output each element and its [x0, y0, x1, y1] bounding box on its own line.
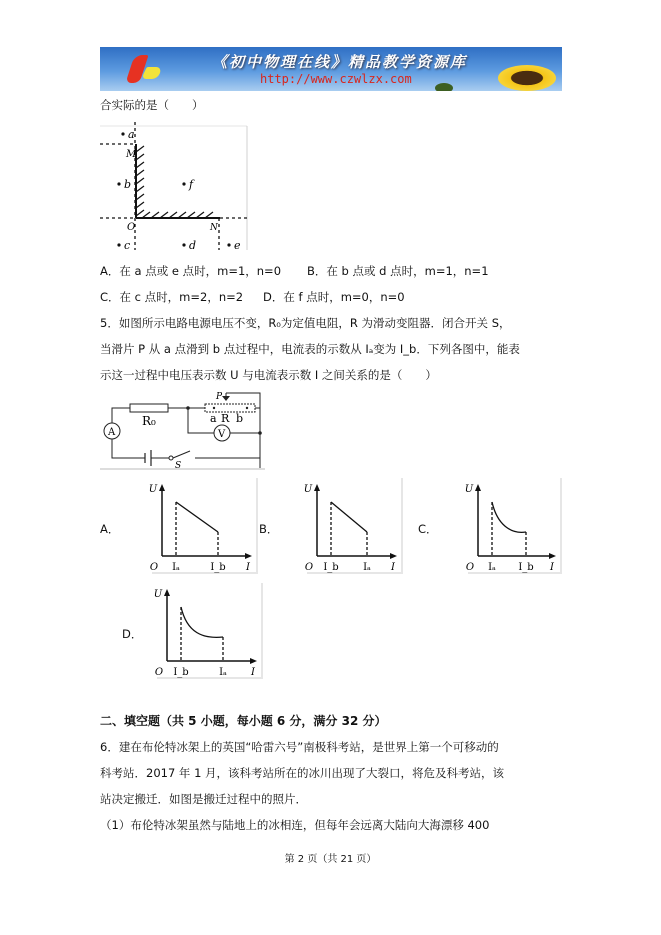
- x-tick-label: Iₐ: [219, 667, 227, 678]
- x-tick-label: I_b: [518, 562, 534, 573]
- x-tick-label: Iₐ: [172, 562, 180, 573]
- banner-url: http://www.czwlzx.com: [260, 72, 412, 86]
- u-i-line: [331, 502, 367, 532]
- graph-a: [140, 478, 258, 574]
- graph-d-option: D．: [122, 627, 143, 641]
- point-b-label: b: [236, 412, 244, 425]
- point-label: d: [189, 239, 197, 252]
- point-label: f: [189, 178, 194, 191]
- graph-c: [456, 478, 562, 574]
- i-axis-arrow-icon: [250, 658, 257, 664]
- u-axis-label: U: [303, 484, 313, 495]
- sunflower-decoration: [498, 65, 556, 91]
- origin-label: O: [304, 562, 314, 573]
- i-axis-label: I: [550, 562, 554, 573]
- section-heading: 二、填空题（共 5 小题，每小题 6 分，满分 32 分）: [100, 714, 387, 728]
- header-banner: [100, 47, 562, 91]
- origin-label: O: [465, 562, 475, 573]
- banner-title: 《初中物理在线》精品教学资源库: [212, 53, 468, 71]
- origin-label: O: [154, 667, 164, 678]
- i-axis-label: I: [391, 562, 395, 573]
- q4-option-c: C．在 c 点时，m=2，n=2: [100, 290, 244, 304]
- graph-b-option: B．: [259, 522, 279, 536]
- leaf-decoration: [435, 83, 453, 91]
- i-axis-label: I: [251, 667, 255, 678]
- q5-stem-line-1: 5．如图所示电路电源电压不变，R₀为定值电阻，R 为滑动变阻器．闭合开关 S，: [100, 316, 511, 330]
- q4-stem-tail: 合实际的是（ ）: [100, 98, 204, 112]
- u-axis-label: U: [148, 484, 158, 495]
- label-o: O: [127, 222, 136, 233]
- q6-line-1: 6．建在布伦特冰架上的英国“哈雷六号”南极科考站，是世界上第一个可移动的: [100, 740, 499, 754]
- q6-line-4: （1）布伦特冰架虽然与陆地上的冰相连，但每年会远离大陆向大海漂移 400: [100, 818, 490, 832]
- i-axis-label: I: [246, 562, 250, 573]
- i-axis-arrow-icon: [245, 553, 252, 559]
- u-axis-arrow-icon: [314, 484, 320, 491]
- q5-stem-line-3: 示这一过程中电压表示数 U 与电流表示数 I 之间关系的是（ ）: [100, 368, 437, 382]
- vertical-mirror-hatch: [136, 146, 144, 216]
- x-tick-label: Iₐ: [363, 562, 371, 573]
- label-m: M: [126, 149, 137, 160]
- x-tick-label: I_b: [210, 562, 226, 573]
- q5-stem-line-2: 当滑片 P 从 a 点滑到 b 点过程中，电流表的示数从 Iₐ变为 I_b．下列各图中，能表: [100, 342, 520, 356]
- mirror-figure: [100, 122, 248, 252]
- graph-c-option: C．: [418, 522, 438, 536]
- voltmeter-label: V: [218, 429, 226, 440]
- ammeter-label: A: [108, 427, 116, 438]
- graph-b: [295, 478, 403, 574]
- u-i-curve: [181, 607, 223, 637]
- slider-arrow-icon: [222, 396, 230, 401]
- point-label: e: [234, 239, 241, 252]
- point-a-label: a: [210, 412, 217, 425]
- u-i-curve: [492, 502, 526, 532]
- r0-label: R₀: [142, 414, 156, 428]
- x-tick-label: I_b: [173, 667, 189, 678]
- point-f: [182, 182, 185, 185]
- point-label: c: [124, 239, 131, 252]
- q4-option-d: D．在 f 点时，m=0，n=0: [263, 290, 405, 304]
- u-axis-arrow-icon: [164, 589, 170, 596]
- circuit-diagram: [100, 390, 265, 470]
- point-d: [182, 243, 185, 246]
- point-b: [117, 182, 120, 185]
- logo-icon-accent: [141, 67, 163, 79]
- i-axis-arrow-icon: [549, 553, 556, 559]
- q6-line-2: 科考站．2017 年 1 月，该科考站所在的冰川出现了大裂口，将危及科考站，该: [100, 766, 505, 780]
- q4-option-b: B．在 b 点或 d 点时，m=1，n=1: [307, 264, 489, 278]
- x-tick-label: Iₐ: [488, 562, 496, 573]
- origin-label: O: [149, 562, 159, 573]
- point-c: [117, 243, 120, 246]
- q6-line-3: 站决定搬迁．如图是搬迁过程中的照片．: [100, 792, 307, 806]
- switch-label: S: [175, 461, 182, 470]
- u-axis-label: U: [464, 484, 474, 495]
- graph-d: [145, 583, 263, 679]
- i-axis-arrow-icon: [390, 553, 397, 559]
- point-a: [121, 132, 124, 135]
- u-axis-arrow-icon: [475, 484, 481, 491]
- point-label: b: [124, 178, 132, 191]
- page-number: 第 2 页（共 21 页）: [284, 854, 377, 865]
- rheostat-label: R: [221, 412, 230, 425]
- u-i-line: [176, 502, 218, 532]
- u-axis-arrow-icon: [159, 484, 165, 491]
- point-label: a: [128, 128, 135, 141]
- x-tick-label: I_b: [323, 562, 339, 573]
- slider-label: P: [216, 392, 223, 402]
- r0-resistor: [130, 404, 168, 412]
- graph-a-option: A．: [100, 522, 120, 536]
- label-n: N: [210, 223, 218, 233]
- u-axis-label: U: [153, 589, 163, 600]
- q4-option-a: A．在 a 点或 e 点时，m=1，n=0: [100, 264, 282, 278]
- point-e: [227, 243, 230, 246]
